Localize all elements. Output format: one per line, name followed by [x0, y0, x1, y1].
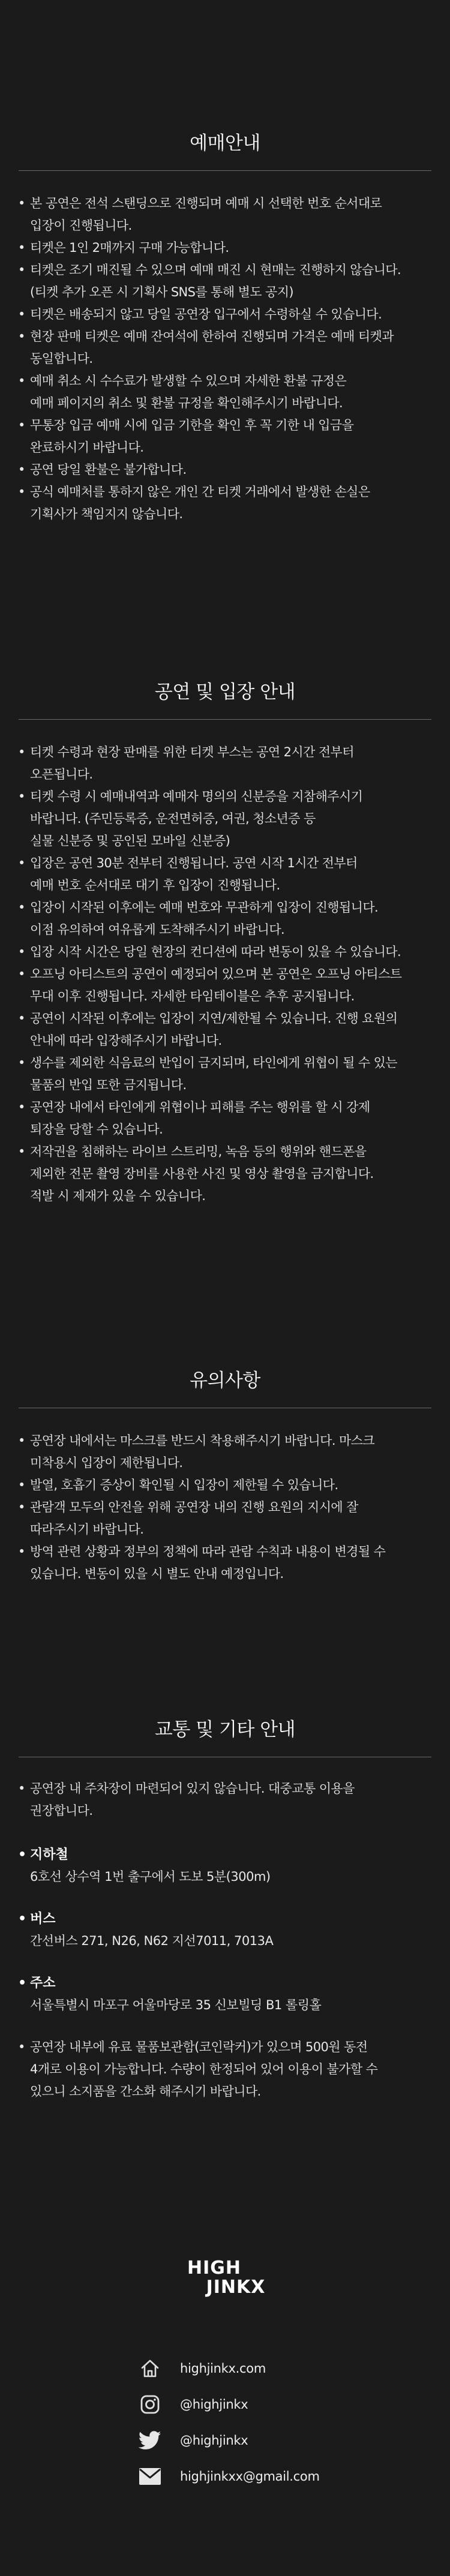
- twitter-row[interactable]: [137, 2422, 389, 2458]
- list-item: [18, 1141, 432, 1207]
- list-item: [18, 303, 432, 326]
- bullet: •: [18, 1144, 25, 1159]
- reservation-list: [18, 193, 432, 525]
- list-item: [18, 326, 432, 370]
- bullet: •: [18, 374, 25, 388]
- list-item: [18, 1008, 432, 1052]
- item-line: 티켓 수령 시 예매내역과 예매자 명의의 신분증을 지참해주시기: [30, 789, 363, 804]
- bullet: •: [18, 1976, 27, 1991]
- item-line: 공연 당일 환불은 불가합니다.: [30, 462, 187, 477]
- section-transport: [0, 1714, 450, 2103]
- address-label: [18, 1972, 432, 1994]
- item-line: 공연장 내에서는 마스크를 반드시 착용해주시기 바랍니다. 마스크: [30, 1433, 375, 1448]
- email-link[interactable]: highjinkxx@gmail.com: [180, 2469, 320, 2484]
- bus-info: [18, 1908, 432, 1952]
- item-line: 입장 시작 시간은 당일 현장의 컨디션에 따라 변동이 있을 수 있습니다.: [30, 945, 401, 959]
- item-line: 입장이 진행됩니다.: [30, 218, 132, 233]
- item-line: 완료하시기 바랍니다.: [30, 440, 144, 455]
- bullet: •: [18, 1911, 27, 1926]
- item-line: 공연장 내에서 타인에게 위협이나 피해를 주는 행위를 할 시 강제: [30, 1100, 370, 1114]
- bullet: •: [18, 196, 25, 211]
- bullet: •: [18, 1847, 27, 1862]
- website-row[interactable]: [137, 2350, 389, 2386]
- item-line: 생수를 제외한 식음료의 반입이 금지되며, 타인에게 위협이 될 수 있는: [30, 1056, 397, 1070]
- address-info: [18, 1972, 432, 2016]
- item-line: 공연장 내부에 유료 물품보관함(코인락커)가 있으며 500원 동전: [30, 2040, 368, 2054]
- twitter-icon: [137, 2427, 163, 2454]
- section-title-reservation: 예매안내: [190, 133, 260, 154]
- instagram-row[interactable]: [137, 2386, 389, 2422]
- item-line: 실물 신분증 및 공인된 모바일 신분증): [30, 834, 230, 848]
- logo-line1: HIGH: [187, 2258, 241, 2279]
- home-icon: [137, 2355, 163, 2382]
- section-notice: [0, 1365, 450, 1585]
- bullet: •: [18, 1544, 25, 1559]
- item-line: 방역 관련 상황과 정부의 정책에 따라 관람 수칙과 내용이 변경될 수: [30, 1544, 386, 1559]
- subway-value: 6호선 상수역 1번 출구에서 도보 5분(300m): [30, 1869, 271, 1884]
- bullet: •: [18, 241, 25, 255]
- item-line: 이점 유의하여 여유롭게 도착해주시기 바랍니다.: [30, 922, 285, 937]
- notice-list: [18, 1430, 432, 1585]
- instagram-icon: [137, 2391, 163, 2418]
- item-line: 있습니다. 변동이 있을 시 별도 안내 예정입니다.: [30, 1567, 284, 1581]
- item-line: 예매 페이지의 취소 및 환불 규정을 확인해주시기 바랍니다.: [30, 396, 343, 410]
- list-item: [18, 1430, 432, 1474]
- bullet: •: [18, 418, 25, 432]
- bullet: •: [18, 329, 25, 344]
- section-reservation: [0, 128, 450, 525]
- bullet: •: [18, 1500, 25, 1514]
- item-line: 공연이 시작된 이후에는 입장이 지연/제한될 수 있습니다. 진행 요원의: [30, 1011, 398, 1026]
- item-line: 물품의 반입 또한 금지됩니다.: [30, 1078, 187, 1092]
- bullet: •: [18, 745, 25, 759]
- bus-value: 간선버스 271, N26, N62 지선7011, 7013A: [30, 1934, 274, 1948]
- list-item: [18, 414, 432, 459]
- transport-intro-list: [18, 1778, 432, 1822]
- list-item: [18, 481, 432, 525]
- item-line: 권장합니다.: [30, 1803, 93, 1818]
- list-item: [18, 1496, 432, 1541]
- item-line: 입장이 시작된 이후에는 예매 번호와 무관하게 입장이 진행됩니다.: [30, 900, 379, 915]
- twitter-link[interactable]: @highjinkx: [180, 2433, 248, 2448]
- item-line: 따라주시기 바랍니다.: [30, 1522, 144, 1537]
- bullet: •: [18, 967, 25, 981]
- bullet: •: [18, 1478, 25, 1492]
- item-line: 공식 예매처를 통하지 않은 개인 간 티켓 거래에서 발생한 손실은: [30, 485, 370, 499]
- bullet: •: [18, 1433, 25, 1448]
- bullet: •: [18, 1011, 25, 1026]
- locker-list: [18, 2036, 432, 2103]
- list-item: [18, 897, 432, 941]
- address-label-text: 주소: [30, 1976, 56, 1991]
- item-line: 티켓은 배송되지 않고 당일 공연장 입구에서 수령하실 수 있습니다.: [30, 307, 382, 321]
- email-row[interactable]: [137, 2458, 389, 2494]
- section-title-transport: 교통 및 기타 안내: [154, 1719, 296, 1741]
- list-item: [18, 741, 432, 786]
- bus-label-text: 버스: [30, 1911, 56, 1926]
- logo-line2: JINKX: [206, 2277, 266, 2298]
- bullet: •: [18, 2040, 25, 2054]
- highjinkx-logo: [0, 2259, 450, 2297]
- subway-info: [18, 1844, 432, 1888]
- subway-label: [18, 1844, 432, 1866]
- bullet: •: [18, 789, 25, 804]
- list-item: [18, 852, 432, 897]
- item-line: (티켓 추가 오픈 시 기획사 SNS를 통해 별도 공지): [30, 285, 294, 299]
- bullet: •: [18, 307, 25, 321]
- item-line: 티켓 수령과 현장 판매를 위한 티켓 부스는 공연 2시간 전부터: [30, 745, 354, 759]
- list-item: [18, 1778, 432, 1822]
- list-item: [18, 459, 432, 481]
- item-line: 오프닝 아티스트의 공연이 예정되어 있으며 본 공연은 오프닝 아티스트: [30, 967, 402, 981]
- item-line: 저작권을 침해하는 라이브 스트리밍, 녹음 등의 행위와 핸드폰을: [30, 1144, 367, 1159]
- item-line: 기획사가 책임지지 않습니다.: [30, 507, 183, 521]
- item-line: 동일합니다.: [30, 351, 93, 366]
- address-value: 서울특별시 마포구 어울마당로 35 신보빌딩 B1 롤링홀: [30, 1998, 322, 2012]
- list-item: [18, 193, 432, 237]
- item-line: 예매 취소 시 수수료가 발생할 수 있으며 자세한 환불 규정은: [30, 374, 347, 388]
- list-item: [18, 941, 432, 963]
- subway-label-text: 지하철: [30, 1847, 68, 1862]
- item-line: 입장은 공연 30분 전부터 진행됩니다. 공연 시작 1시간 전부터: [30, 856, 358, 870]
- list-item: [18, 1541, 432, 1585]
- list-item: [18, 1052, 432, 1096]
- item-line: 티켓은 1인 2매까지 구매 가능합니다.: [30, 241, 229, 255]
- contact-list: [137, 2350, 389, 2494]
- item-line: 관람객 모두의 안전을 위해 공연장 내의 진행 요원의 지시에 잘: [30, 1500, 358, 1514]
- item-line: 안내에 따라 입장해주시기 바랍니다.: [30, 1033, 222, 1048]
- list-item: [18, 963, 432, 1008]
- bullet: •: [18, 1781, 25, 1796]
- item-line: 본 공연은 전석 스탠딩으로 진행되며 예매 시 선택한 번호 순서대로: [30, 196, 382, 211]
- bullet: •: [18, 263, 25, 277]
- bullet: •: [18, 945, 25, 959]
- item-line: 제외한 전문 촬영 장비를 사용한 사진 및 영상 촬영을 금지합니다.: [30, 1167, 374, 1181]
- list-item: [18, 1096, 432, 1141]
- bullet: •: [18, 1100, 25, 1114]
- item-line: 오픈됩니다.: [30, 767, 93, 781]
- bullet: •: [18, 485, 25, 499]
- section-title-notice: 유의사항: [190, 1370, 260, 1391]
- item-line: 티켓은 조기 매진될 수 있으며 예매 매진 시 현매는 진행하지 않습니다.: [30, 263, 401, 277]
- title-divider: [19, 170, 431, 171]
- bullet: •: [18, 856, 25, 870]
- item-line: 예매 번호 순서대로 대기 후 입장이 진행됩니다.: [30, 878, 280, 892]
- section-entry: [0, 677, 450, 1207]
- list-item: [18, 786, 432, 852]
- entry-list: [18, 741, 432, 1207]
- bullet: •: [18, 462, 25, 477]
- item-line: 무대 이후 진행됩니다. 자세한 타임테이블은 추후 공지됩니다.: [30, 989, 355, 1003]
- item-line: 바랍니다. (주민등록증, 운전면허증, 여권, 청소년증 등: [30, 811, 316, 826]
- section-title-entry: 공연 및 입장 안내: [154, 681, 296, 703]
- mail-icon: [137, 2463, 163, 2490]
- item-line: 4개로 이용이 가능합니다. 수량이 한정되어 있어 이용이 불가할 수: [30, 2062, 378, 2076]
- item-line: 발열, 호흡기 증상이 확인될 시 입장이 제한될 수 있습니다.: [30, 1478, 338, 1492]
- item-line: 퇴장을 당할 수 있습니다.: [30, 1122, 163, 1137]
- list-item: [18, 370, 432, 414]
- list-item: [18, 2036, 432, 2103]
- item-line: 공연장 내 주차장이 마련되어 있지 않습니다. 대중교통 이용을: [30, 1781, 355, 1796]
- item-line: 무통장 입금 예매 시에 입금 기한을 확인 후 꼭 기한 내 입금을: [30, 418, 354, 432]
- item-line: 미착용시 입장이 제한됩니다.: [30, 1456, 183, 1470]
- item-line: 현장 판매 티켓은 예매 잔여석에 한하여 진행되며 가격은 예매 티켓과: [30, 329, 394, 344]
- title-divider: [19, 719, 431, 720]
- website-link[interactable]: highjinkx.com: [180, 2361, 266, 2376]
- item-line: 있으니 소지품을 간소화 해주시기 바랍니다.: [30, 2084, 261, 2099]
- instagram-link[interactable]: @highjinkx: [180, 2397, 248, 2412]
- bus-label: [18, 1908, 432, 1930]
- bullet: •: [18, 900, 25, 915]
- bullet: •: [18, 1056, 25, 1070]
- item-line: 적발 시 제재가 있을 수 있습니다.: [30, 1189, 206, 1203]
- list-item: [18, 1474, 432, 1496]
- list-item: [18, 237, 432, 259]
- list-item: [18, 259, 432, 303]
